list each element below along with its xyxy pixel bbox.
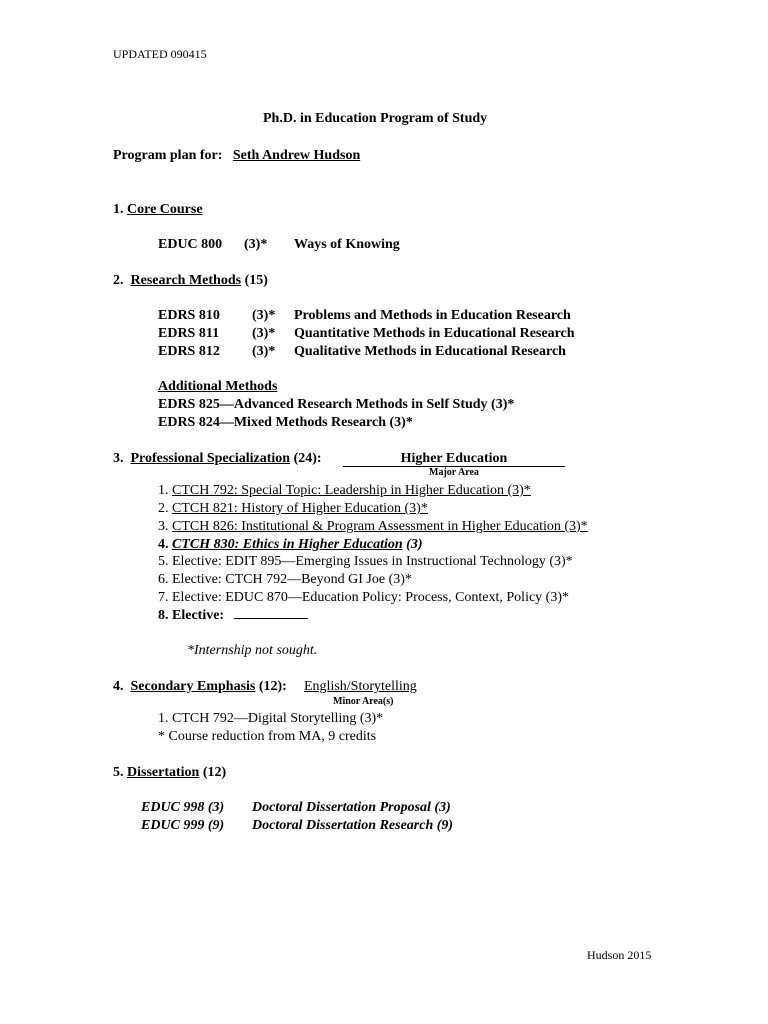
section-title: Professional Specialization xyxy=(130,451,291,466)
course-name: Problems and Methods in Education Research xyxy=(294,308,571,323)
section-3-heading xyxy=(113,451,322,467)
major-area-caption: Major Area xyxy=(429,467,479,478)
core-course-code: EDUC 800 xyxy=(158,237,223,252)
course-reduction-note: * Course reduction from MA, 9 credits xyxy=(158,729,377,744)
section-number: 1. xyxy=(113,202,124,217)
dissertation-course-code: EDUC 999 (9) xyxy=(141,818,225,833)
item-number: 3. xyxy=(158,519,169,534)
course-code: EDRS 811 xyxy=(158,326,220,341)
internship-note: *Internship not sought. xyxy=(187,643,318,658)
core-course-credits: (3)* xyxy=(244,237,268,252)
item-number: 6. xyxy=(158,572,169,587)
section-number: 2. xyxy=(113,273,124,288)
section-1-heading xyxy=(113,202,203,218)
item-number: 1. xyxy=(158,483,169,498)
item-text: Elective: xyxy=(172,608,225,623)
section-number: 4. xyxy=(113,679,124,694)
section-title: Dissertation xyxy=(127,765,200,780)
item-number: 4. xyxy=(158,537,169,552)
section-credits: (24): xyxy=(293,451,322,466)
section-title: Secondary Emphasis xyxy=(130,679,256,694)
document-title: Ph.D. in Education Program of Study xyxy=(263,111,488,126)
course-code: EDRS 810 xyxy=(158,308,220,323)
dissertation-course-name: Doctoral Dissertation Research (9) xyxy=(252,818,454,833)
list-item xyxy=(158,590,569,606)
section-number: 3. xyxy=(113,451,124,466)
item-number: 2. xyxy=(158,501,169,516)
minor-area-caption: Minor Area(s) xyxy=(333,696,394,707)
course-credits: (3)* xyxy=(252,344,276,359)
course-credits: (3)* xyxy=(252,308,276,323)
course-credits: (3)* xyxy=(252,326,276,341)
course-code: EDRS 812 xyxy=(158,344,220,359)
list-item xyxy=(158,501,428,517)
item-text: Elective: CTCH 792—Beyond GI Joe (3)* xyxy=(172,572,412,587)
section-4-heading xyxy=(113,679,287,695)
dissertation-course-code: EDUC 998 (3) xyxy=(141,800,225,815)
item-number: 8. xyxy=(158,608,169,623)
course-name: Quantitative Methods in Educational Research xyxy=(294,326,575,341)
item-text: Elective: EDIT 895—Emerging Issues in Instructional Technology (3)* xyxy=(172,554,573,569)
section-5-heading xyxy=(113,765,226,781)
list-item xyxy=(158,572,412,588)
updated-stamp: UPDATED 090415 xyxy=(113,47,207,61)
major-area-field xyxy=(343,451,565,467)
program-plan-line xyxy=(113,148,360,164)
core-course-name: Ways of Knowing xyxy=(294,237,400,252)
blank-line xyxy=(234,618,308,619)
item-text: Elective: EDUC 870—Education Policy: Process, Context, Policy (3)* xyxy=(172,590,569,605)
section-2-heading xyxy=(113,273,268,289)
item-text: CTCH 792: Special Topic: Leadership in Higher Education (3)* xyxy=(172,483,531,498)
item-text: CTCH 826: Institutional & Program Assessment in Higher Education (3)* xyxy=(172,519,588,534)
course-name: Qualitative Methods in Educational Research xyxy=(294,344,566,359)
item-credits: (3) xyxy=(406,537,423,552)
section-credits: (15) xyxy=(244,273,268,288)
item-text: CTCH 830: Ethics in Higher Education xyxy=(172,537,403,552)
additional-method-item: EDRS 824—Mixed Methods Research (3)* xyxy=(158,415,413,430)
additional-methods-heading: Additional Methods xyxy=(158,379,278,394)
list-item xyxy=(158,554,573,570)
additional-method-item: EDRS 825—Advanced Research Methods in Self Study (3)* xyxy=(158,397,515,412)
section-title: Research Methods xyxy=(130,273,242,288)
dissertation-course-name: Doctoral Dissertation Proposal (3) xyxy=(252,800,451,815)
list-item xyxy=(158,608,308,624)
major-area-value: Higher Education xyxy=(400,451,508,466)
secondary-emphasis-item: 1. CTCH 792—Digital Storytelling (3)* xyxy=(158,711,384,726)
item-number: 7. xyxy=(158,590,169,605)
footer-text: Hudson 2015 xyxy=(587,948,652,962)
student-name: Seth Andrew Hudson xyxy=(232,148,361,163)
minor-area-value: English/Storytelling xyxy=(304,679,417,694)
section-credits: (12): xyxy=(258,679,287,694)
item-number: 5. xyxy=(158,554,169,569)
list-item xyxy=(158,519,588,535)
list-item xyxy=(158,483,531,499)
section-credits: (12) xyxy=(202,765,227,780)
program-plan-label: Program plan for: xyxy=(113,148,223,163)
list-item xyxy=(158,537,422,553)
item-text: CTCH 821: History of Higher Education (3)* xyxy=(172,501,428,516)
section-title: Core Course xyxy=(127,202,203,217)
section-number: 5. xyxy=(113,765,124,780)
